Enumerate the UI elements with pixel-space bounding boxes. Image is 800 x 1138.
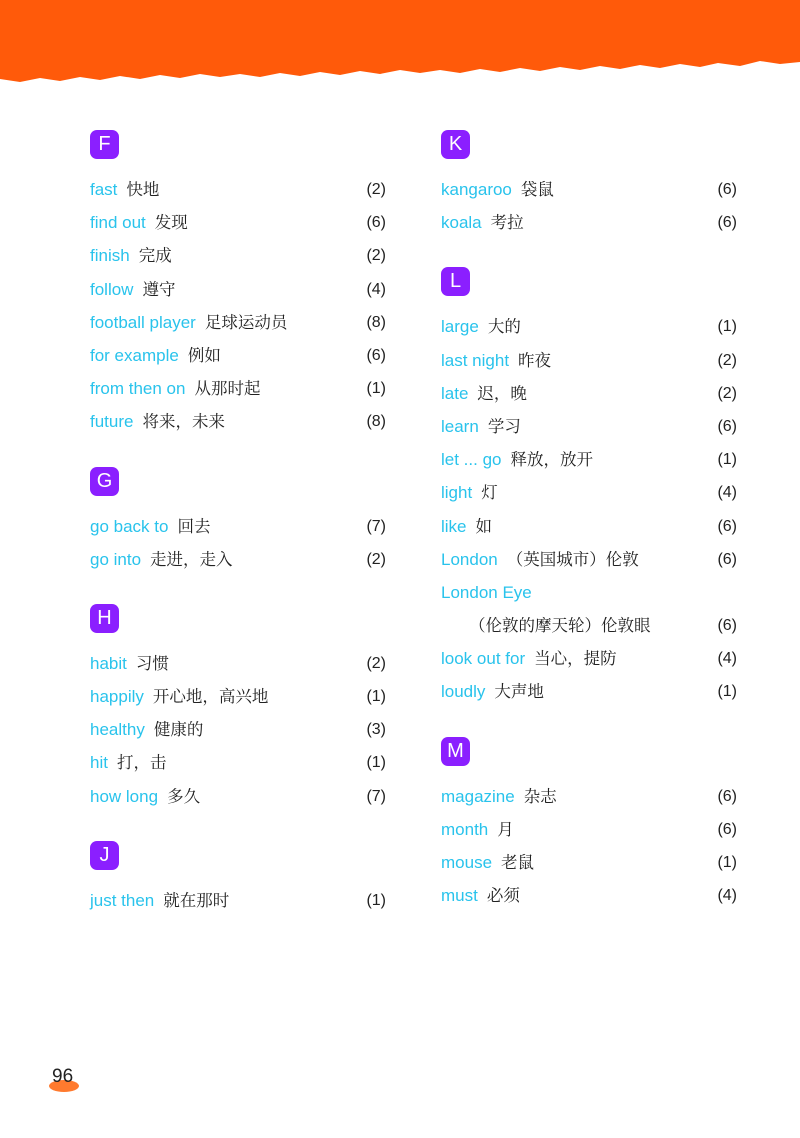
- chinese-meaning: 习惯: [135, 653, 169, 673]
- vocab-entry: [90, 206, 386, 239]
- chinese-meaning: 学习: [487, 416, 521, 436]
- english-term: look out for: [441, 649, 526, 669]
- vocab-entry: [90, 746, 386, 779]
- unit-number: (6): [717, 517, 737, 535]
- chinese-meaning: 发现: [154, 213, 188, 233]
- unit-number: (2): [717, 351, 737, 369]
- unit-number: (1): [717, 683, 737, 701]
- unit-number: (4): [717, 484, 737, 502]
- english-term: follow: [90, 279, 134, 299]
- chinese-meaning: 快地: [126, 180, 160, 199]
- unit-number: (2): [366, 550, 386, 568]
- vocab-entry: [90, 273, 386, 306]
- vocab-entry: [90, 372, 386, 405]
- vocab-entry: [441, 344, 737, 377]
- chinese-meaning: 释放，放开: [510, 450, 593, 470]
- page-number-text: 96: [52, 1066, 74, 1087]
- chinese-meaning: 完成: [138, 246, 172, 266]
- english-term: large: [441, 317, 479, 337]
- unit-number: (7): [366, 787, 386, 805]
- english-term: for example: [90, 345, 179, 365]
- english-term: healthy: [90, 720, 145, 740]
- chinese-meaning: 打，击: [116, 753, 167, 773]
- chinese-meaning: 迟，晚: [477, 383, 527, 403]
- english-term: last night: [441, 350, 510, 370]
- english-term: magazine: [441, 786, 515, 806]
- unit-number: (8): [366, 413, 386, 431]
- unit-number: (7): [366, 517, 386, 535]
- section-letter-badge: K: [441, 130, 470, 159]
- chinese-meaning: 开心地，高兴地: [152, 687, 269, 707]
- chinese-meaning: （伦敦的摩天轮）伦敦眼: [469, 616, 651, 636]
- english-term: just then: [90, 890, 155, 910]
- unit-number: (1): [366, 688, 386, 706]
- unit-number: (1): [717, 451, 737, 469]
- unit-number: (6): [366, 214, 386, 232]
- vocab-entry: [441, 879, 737, 912]
- vocab-entry: [90, 339, 386, 372]
- vocab-entry: [90, 543, 386, 576]
- section-letter-badge: L: [441, 267, 470, 296]
- unit-number: (1): [717, 318, 737, 336]
- english-term: habit: [90, 653, 127, 673]
- chinese-meaning: 就在那时: [163, 890, 230, 910]
- vocab-entry: [441, 173, 737, 206]
- unit-number: (6): [717, 820, 737, 838]
- english-term: month: [441, 819, 489, 839]
- unit-number: (1): [366, 380, 386, 398]
- chinese-meaning: 足球运动员: [204, 312, 288, 332]
- unit-number: (2): [366, 654, 386, 672]
- vocab-entry: [90, 239, 386, 272]
- section-letter-badge: H: [90, 604, 119, 633]
- vocab-entry: [441, 576, 737, 609]
- section-letter-badge: M: [441, 737, 470, 766]
- vocab-entry: [441, 206, 737, 239]
- chinese-meaning: 多久: [167, 786, 201, 806]
- chinese-meaning: 当心，提防: [534, 649, 617, 669]
- chinese-meaning: 考拉: [490, 213, 524, 233]
- chinese-meaning: 大声地: [494, 682, 544, 702]
- vocab-entry: [90, 306, 386, 339]
- section-letter-badge: J: [90, 841, 119, 870]
- left-column: [90, 130, 386, 945]
- english-term: go back to: [90, 516, 169, 536]
- chinese-meaning: 灯: [481, 483, 498, 503]
- unit-number: (3): [366, 721, 386, 739]
- vocab-entry: [441, 675, 737, 708]
- english-term: hit: [90, 753, 108, 773]
- vocab-entry: [90, 405, 386, 438]
- vocab-entry: [441, 410, 737, 443]
- unit-number: (2): [366, 181, 386, 198]
- english-term: mouse: [441, 853, 493, 872]
- section-letter-badge: G: [90, 467, 119, 496]
- chinese-meaning: 老鼠: [501, 853, 535, 872]
- vocab-entry: [441, 609, 737, 642]
- english-term: London Eye: [441, 582, 532, 602]
- right-column: [441, 130, 737, 940]
- english-term: learn: [441, 416, 479, 436]
- vocab-entry: [441, 510, 737, 543]
- vocab-entry: [441, 846, 737, 879]
- section-h: [90, 604, 386, 813]
- section-j: [90, 841, 386, 917]
- top-banner: [0, 0, 800, 90]
- chinese-meaning: 例如: [187, 345, 221, 365]
- chinese-meaning: 遵守: [142, 279, 176, 299]
- english-term: finish: [90, 246, 130, 266]
- unit-number: (6): [717, 550, 737, 568]
- page-number: [48, 1064, 80, 1094]
- english-term: how long: [90, 786, 159, 806]
- vocab-entry: [90, 173, 386, 206]
- vocab-entry: [441, 780, 737, 813]
- unit-number: (2): [366, 247, 386, 265]
- unit-number: (1): [366, 891, 386, 909]
- chinese-meaning: 回去: [177, 516, 211, 536]
- vocab-entry: [441, 543, 737, 576]
- section-f: [90, 130, 386, 439]
- chinese-meaning: 袋鼠: [520, 180, 554, 199]
- english-term: football player: [90, 312, 196, 332]
- vocab-entry: [90, 713, 386, 746]
- vocab-entry: [90, 780, 386, 813]
- vocab-entry: [90, 680, 386, 713]
- english-term: let ... go: [441, 450, 502, 470]
- english-term: kangaroo: [441, 180, 512, 199]
- unit-number: (6): [366, 346, 386, 364]
- unit-number: (1): [717, 854, 737, 871]
- chinese-meaning: 大的: [487, 317, 521, 337]
- english-term: late: [441, 383, 469, 403]
- unit-number: (6): [717, 787, 737, 805]
- vocab-entry: [441, 813, 737, 846]
- section-k: [441, 130, 737, 239]
- vocab-entry: [441, 642, 737, 675]
- chinese-meaning: 必须: [486, 886, 520, 906]
- english-term: London: [441, 549, 498, 569]
- english-term: light: [441, 483, 473, 503]
- vocab-entry: [441, 476, 737, 509]
- chinese-meaning: 昨夜: [518, 350, 552, 370]
- unit-number: (4): [717, 650, 737, 668]
- chinese-meaning: 走进，走入: [150, 549, 233, 569]
- english-term: find out: [90, 213, 146, 233]
- english-term: from then on: [90, 379, 186, 399]
- chinese-meaning: 从那时起: [194, 379, 261, 399]
- chinese-meaning: （英国城市）伦敦: [506, 549, 639, 569]
- unit-number: (2): [717, 384, 737, 402]
- unit-number: (6): [717, 181, 737, 198]
- chinese-meaning: 健康的: [153, 720, 204, 740]
- english-term: koala: [441, 213, 482, 233]
- chinese-meaning: 如: [475, 516, 493, 536]
- unit-number: (6): [717, 417, 737, 435]
- section-letter-badge: F: [90, 130, 119, 159]
- unit-number: (6): [717, 617, 737, 635]
- unit-number: (8): [366, 313, 386, 331]
- unit-number: (6): [717, 214, 737, 232]
- unit-number: (1): [366, 754, 386, 772]
- unit-number: (4): [366, 280, 386, 298]
- section-m: [441, 737, 737, 913]
- vocab-entry: [90, 884, 386, 917]
- section-l: [441, 267, 737, 708]
- vocab-entry: [441, 310, 737, 343]
- english-term: loudly: [441, 682, 486, 702]
- chinese-meaning: 将来，未来: [142, 412, 225, 432]
- english-term: go into: [90, 549, 142, 569]
- chinese-meaning: 月: [497, 819, 514, 839]
- english-term: future: [90, 412, 134, 432]
- english-term: happily: [90, 687, 144, 707]
- vocab-entry: [441, 377, 737, 410]
- english-term: like: [441, 516, 467, 536]
- section-g: [90, 467, 386, 576]
- english-term: fast: [90, 180, 118, 199]
- vocab-entry: [90, 647, 386, 680]
- vocab-entry: [90, 510, 386, 543]
- chinese-meaning: 杂志: [523, 786, 557, 806]
- english-term: must: [441, 886, 478, 906]
- unit-number: (4): [717, 887, 737, 905]
- vocab-entry: [441, 443, 737, 476]
